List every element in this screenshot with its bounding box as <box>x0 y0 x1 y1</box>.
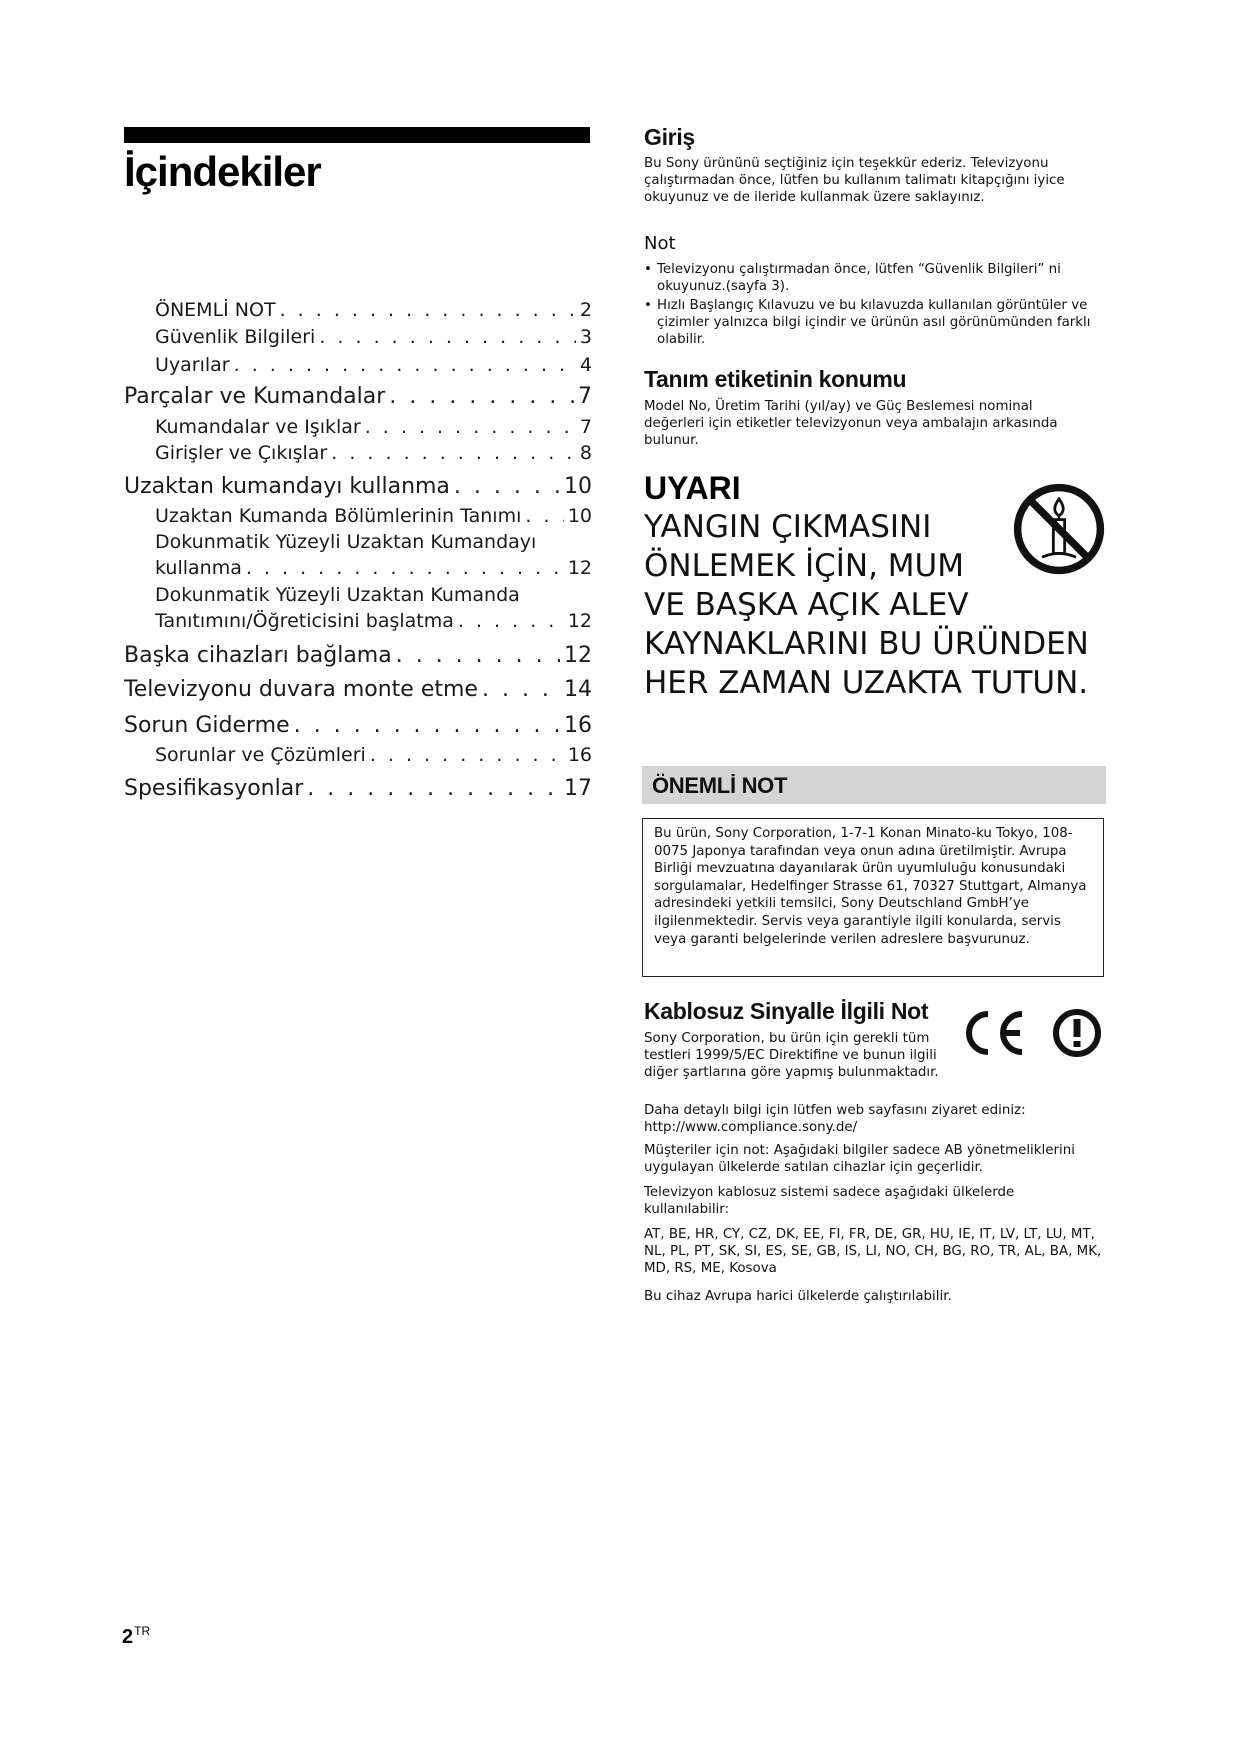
toc-entry-dokunmatik-kullanma[interactable] <box>155 557 592 579</box>
toc-entry-sorunlar-cozumleri[interactable] <box>155 744 592 766</box>
wireless-para3: Müşteriler için not: Aşağıdaki bilgiler sadece AB yönetmeliklerini uygulayan ülkelerde satılan cihazlar için geçerlidir. <box>644 1143 1075 1175</box>
no-open-flame-icon <box>1012 482 1106 576</box>
toc-entry-page: 17 <box>564 776 592 801</box>
toc-entry-page: 10 <box>564 474 592 499</box>
toc-entry-page: 8 <box>579 442 592 464</box>
toc-entry-page: 3 <box>579 326 592 348</box>
toc-entry-label: Güvenlik Bilgileri <box>155 326 316 348</box>
toc-entry-page: 10 <box>567 505 592 527</box>
toc-entry-page: 4 <box>579 354 592 376</box>
note-heading: Not <box>644 233 676 254</box>
toc-entry-onemli-not[interactable] <box>155 299 592 321</box>
page-language-code: TR <box>134 1624 151 1638</box>
warning-line: KAYNAKLARINI BU ÜRÜNDEN <box>644 626 1089 662</box>
toc-entry-page: 2 <box>579 299 592 321</box>
toc-entry-uyarilar[interactable] <box>155 354 592 376</box>
toc-entry-page: 7 <box>579 416 592 438</box>
wireless-para4: Televizyon kablosuz sistemi sadece aşağıdaki ülkelerde kullanılabilir: <box>644 1185 1015 1217</box>
toc-entry-label-line1: Dokunmatik Yüzeyli Uzaktan Kumandayı <box>155 531 537 553</box>
toc-entry-sorun-giderme[interactable] <box>124 713 592 738</box>
toc-entry-label: Televizyonu duvara monte etme <box>124 677 478 702</box>
warning-line: VE BAŞKA AÇIK ALEV <box>644 587 969 623</box>
toc-entry-girisler-cikislar[interactable] <box>155 442 592 464</box>
important-notice-text: Bu ürün, Sony Corporation, 1-7-1 Konan Minato-ku Tokyo, 108-0075 Japonya tarafından veya onun adına üretilmiştir. Avrupa Birliği mevzuatına dayanılarak ürün uyumluluğu konusundaki sorgulamalar, Hedelfinger Strasse 61, 70327 Stuttgart, Almanya adresindeki yetkili temsilci, Sony Deutschland GmbH’ye ilgilenmektedir. Servis veya garantiyle ilgili konularda, servis veya garanti belgelerinde verilen adreslere başvurunuz. <box>654 826 1087 947</box>
toc-entry-spesifikasyonlar[interactable] <box>124 776 592 801</box>
toc-entry-label: Sorunlar ve Çözümleri <box>155 744 366 766</box>
toc-entry-uzaktan-kumanda[interactable] <box>124 474 592 499</box>
note-item: • Hızlı Başlangıç Kılavuzu ve bu kılavuzda kullanılan görüntüler ve çizimler yalnızca bilgi içindir ve ürünün asıl görünümünden farklı olabilir. <box>644 297 1114 348</box>
toc-header-bar <box>124 127 590 143</box>
toc-entry-guvenlik-bilgileri[interactable] <box>155 326 592 348</box>
toc-entry-label-line1: Dokunmatik Yüzeyli Uzaktan Kumanda <box>155 584 520 606</box>
label-location-heading: Tanım etiketinin konumu <box>644 366 907 392</box>
toc-entry-baska-cihazlar[interactable] <box>124 643 592 668</box>
toc-entry-label: Uzaktan Kumanda Bölümlerinin Tanımı <box>155 505 522 527</box>
note-item: • Televizyonu çalıştırmadan önce, lütfen “Güvenlik Bilgileri” ni okuyunuz.(sayfa 3). <box>644 261 1114 295</box>
wireless-countries: AT, BE, HR, CY, CZ, DK, EE, FI, FR, DE, GR, HU, IE, IT, LV, LT, LU, MT, NL, PL, PT, SK, SI, ES, SE, GB, IS, LI, NO, CH, BG, RO, TR, AL, BA, MK, MD, RS, ME, Kosova <box>644 1227 1102 1276</box>
toc-entry-page: 12 <box>564 643 592 668</box>
warning-title: UYARI <box>644 470 741 506</box>
intro-text: Bu Sony ürününü seçtiğiniz için teşekkür ederiz. Televizyonu çalıştırmadan önce, lütfen bu kullanım talimatı kitapçığını iyice okuyunuz ve de ileride kullanmak üzere saklayınız. <box>644 156 1065 205</box>
page-number <box>122 1624 150 1649</box>
important-heading: ÖNEMLİ NOT <box>652 773 788 798</box>
toc-title: İçindekiler <box>124 148 321 195</box>
toc-entry-label: Uyarılar <box>155 354 230 376</box>
ce-mark-icon <box>956 1006 1026 1060</box>
toc-entry-dokunmatik-tanitim[interactable] <box>155 610 592 632</box>
intro-heading: Giriş <box>644 124 695 150</box>
toc-entry-page: 16 <box>564 713 592 738</box>
wireless-para5: Bu cihaz Avrupa harici ülkelerde çalıştırılabilir. <box>644 1289 952 1304</box>
toc-entry-label: kullanma <box>155 557 242 579</box>
page-number-value: 2 <box>122 1626 134 1648</box>
toc-entry-label: Tanıtımını/Öğreticisini başlatma <box>155 610 454 632</box>
toc-entry-label: Uzaktan kumandayı kullanma <box>124 474 450 499</box>
toc-entry-label: Spesifikasyonlar <box>124 776 304 801</box>
toc-entry-label: Girişler ve Çıkışlar <box>155 442 328 464</box>
toc-entry-parcalar-kumandalar[interactable] <box>124 384 592 409</box>
warning-line: ÖNLEMEK İÇİN, MUM <box>644 548 964 584</box>
toc-entry-kumandalar-isiklar[interactable] <box>155 416 592 438</box>
note-list <box>644 261 1114 350</box>
toc-entry-label: Parçalar ve Kumandalar <box>124 384 386 409</box>
toc-entry-label: ÖNEMLİ NOT <box>155 299 276 321</box>
wireless-para1: Sony Corporation, bu ürün için gerekli tüm testleri 1999/5/EC Direktifine ve bunun ilgili diğer şartlarına göre yapmış bulunmaktadır. <box>644 1031 939 1080</box>
toc-entry-page: 14 <box>564 677 592 702</box>
toc-entry-page: 7 <box>578 384 592 409</box>
warning-line: YANGIN ÇIKMASINI <box>644 509 932 545</box>
toc-entry-page: 12 <box>567 610 592 632</box>
toc-entry-page: 16 <box>567 744 592 766</box>
alert-class2-icon <box>1052 1008 1102 1058</box>
toc-entry-bolumlerin-tanimi[interactable] <box>155 505 592 527</box>
toc-entry-label: Kumandalar ve Işıklar <box>155 416 361 438</box>
wireless-para2: Daha detaylı bilgi için lütfen web sayfasını ziyaret ediniz: http://www.compliance.sony.de/ <box>644 1103 1026 1135</box>
wireless-heading: Kablosuz Sinyalle İlgili Not <box>644 998 929 1024</box>
label-location-text: Model No, Üretim Tarihi (yıl/ay) ve Güç Beslemesi nominal değerleri için etiketler televizyonun veya ambalajın arkasında bulunur. <box>644 399 1058 448</box>
toc-entry-label: Başka cihazları bağlama <box>124 643 392 668</box>
toc-entry-label: Sorun Giderme <box>124 713 290 738</box>
toc-entry-page: 12 <box>567 557 592 579</box>
toc-entry-duvara-monte[interactable] <box>124 677 592 702</box>
warning-line: HER ZAMAN UZAKTA TUTUN. <box>644 665 1089 701</box>
